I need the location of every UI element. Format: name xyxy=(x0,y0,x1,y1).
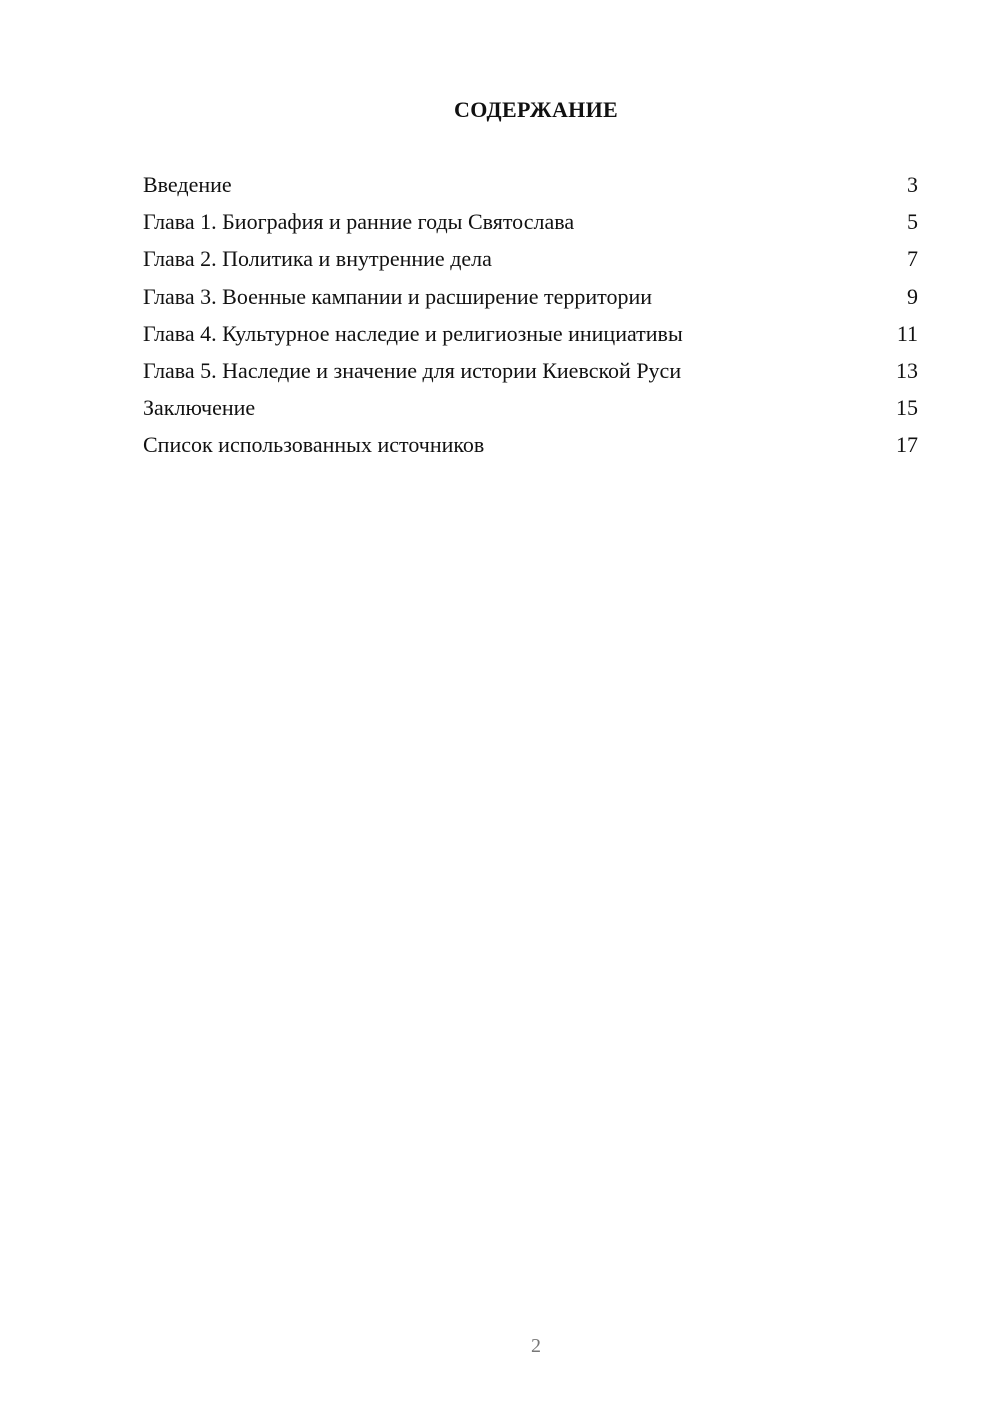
toc-item-page: 7 xyxy=(907,246,918,272)
toc-item-chapter-2 xyxy=(143,242,918,279)
toc-item-title: Глава 2. Политика и внутренние дела xyxy=(143,246,492,272)
toc-item-page: 15 xyxy=(896,395,918,421)
toc-item-title: Глава 5. Наследие и значение для истории Киевской Руси xyxy=(143,357,682,383)
toc-item-references xyxy=(143,428,918,465)
table-of-contents xyxy=(143,168,918,466)
toc-item-page: 9 xyxy=(907,283,918,309)
toc-item-title: Список использованных источников xyxy=(143,432,485,458)
toc-heading: СОДЕРЖАНИЕ xyxy=(454,97,618,122)
toc-item-title: Глава 3. Военные кампании и расширение территории xyxy=(143,283,652,309)
toc-item-chapter-3 xyxy=(143,280,918,317)
toc-item-title: Заключение xyxy=(143,395,256,421)
toc-item-page: 5 xyxy=(907,209,918,235)
toc-item-title: Введение xyxy=(143,172,232,197)
toc-item-title: Глава 4. Культурное наследие и религиозные инициативы xyxy=(143,320,683,346)
toc-item-conclusion xyxy=(143,391,918,428)
toc-item-page: 13 xyxy=(896,357,918,383)
toc-item-page: 3 xyxy=(907,172,918,197)
toc-item-chapter-1 xyxy=(143,205,918,242)
page-number: 2 xyxy=(531,1335,541,1357)
toc-item-page: 17 xyxy=(896,432,918,458)
toc-item-chapter-5 xyxy=(143,354,918,391)
toc-item-title: Глава 1. Биография и ранние годы Святослава xyxy=(143,209,575,235)
toc-item-page: 11 xyxy=(896,320,918,346)
toc-item-introduction xyxy=(143,168,918,205)
toc-item-chapter-4 xyxy=(143,317,918,354)
